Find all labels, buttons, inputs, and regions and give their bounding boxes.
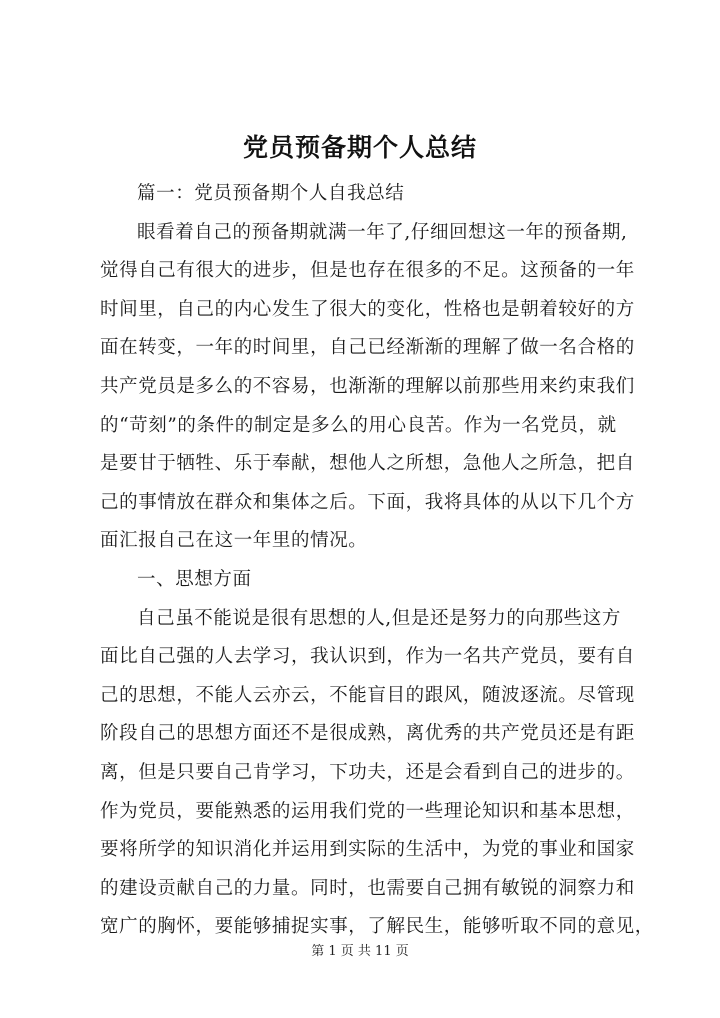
page-number: 第 1 页 共 11 页 xyxy=(311,944,409,959)
paragraph-line: 觉得自己有很大的进步，但是也存在很多的不足。这预备的一年 xyxy=(100,260,635,282)
paragraph-line: 眼看着自己的预备期就满一年了,仔细回想这一年的预备期, xyxy=(137,221,628,243)
paragraph-line: 面在转变，一年的时间里，自己已经渐渐的理解了做一名合格的 xyxy=(100,337,635,359)
paragraph-line: 作为党员，要能熟悉的运用我们党的一些理论知识和基本思想， xyxy=(100,800,635,822)
paragraph-line: 阶段自己的思想方面还不是很成熟，离优秀的共产党员还是有距 xyxy=(100,723,635,745)
paragraph-line: 面比自己强的人去学习，我认识到，作为一名共产党员，要有自 xyxy=(100,646,635,668)
paragraph-line: 宽广的胸怀，要能够捕捉实事，了解民生，能够听取不同的意见， xyxy=(100,916,654,938)
document-body xyxy=(100,175,660,947)
paragraph-line: 面汇报自己在这一年里的情况。 xyxy=(100,530,368,552)
paragraph-line: 共产党员是多么的不容易，也渐渐的理解以前那些用来约束我们 xyxy=(100,375,635,397)
section-heading: 一、思想方面 xyxy=(137,568,252,590)
paragraph-line: 的建设贡献自己的力量。同时，也需要自己拥有敏锐的洞察力和 xyxy=(100,877,635,899)
paragraph-line: 的“苛刻”的条件的制定是多么的用心良苦。作为一名党员，就 xyxy=(100,414,617,436)
paragraph-line: 己的思想，不能人云亦云，不能盲目的跟风，随波逐流。尽管现 xyxy=(100,684,635,706)
paragraph-line: 要将所学的知识消化并运用到实际的生活中，为党的事业和国家 xyxy=(100,839,635,861)
document-title: 党员预备期个人总结 xyxy=(242,133,477,162)
paragraph-line: 离，但是只要自己肯学习，下功夫，还是会看到自己的进步的。 xyxy=(100,761,635,783)
paragraph-line: 是要甘于牺牲、乐于奉献，想他人之所想，急他人之所急，把自 xyxy=(100,453,635,475)
paragraph-line: 时间里，自己的内心发生了很大的变化，性格也是朝着较好的方 xyxy=(100,298,635,320)
paragraph-line: 己的事情放在群众和集体之后。下面，我将具体的从以下几个方 xyxy=(100,491,635,513)
section-heading: 篇一：党员预备期个人自我总结 xyxy=(137,183,405,204)
paragraph-line: 自己虽不能说是很有思想的人,但是还是努力的向那些这方 xyxy=(137,607,621,629)
